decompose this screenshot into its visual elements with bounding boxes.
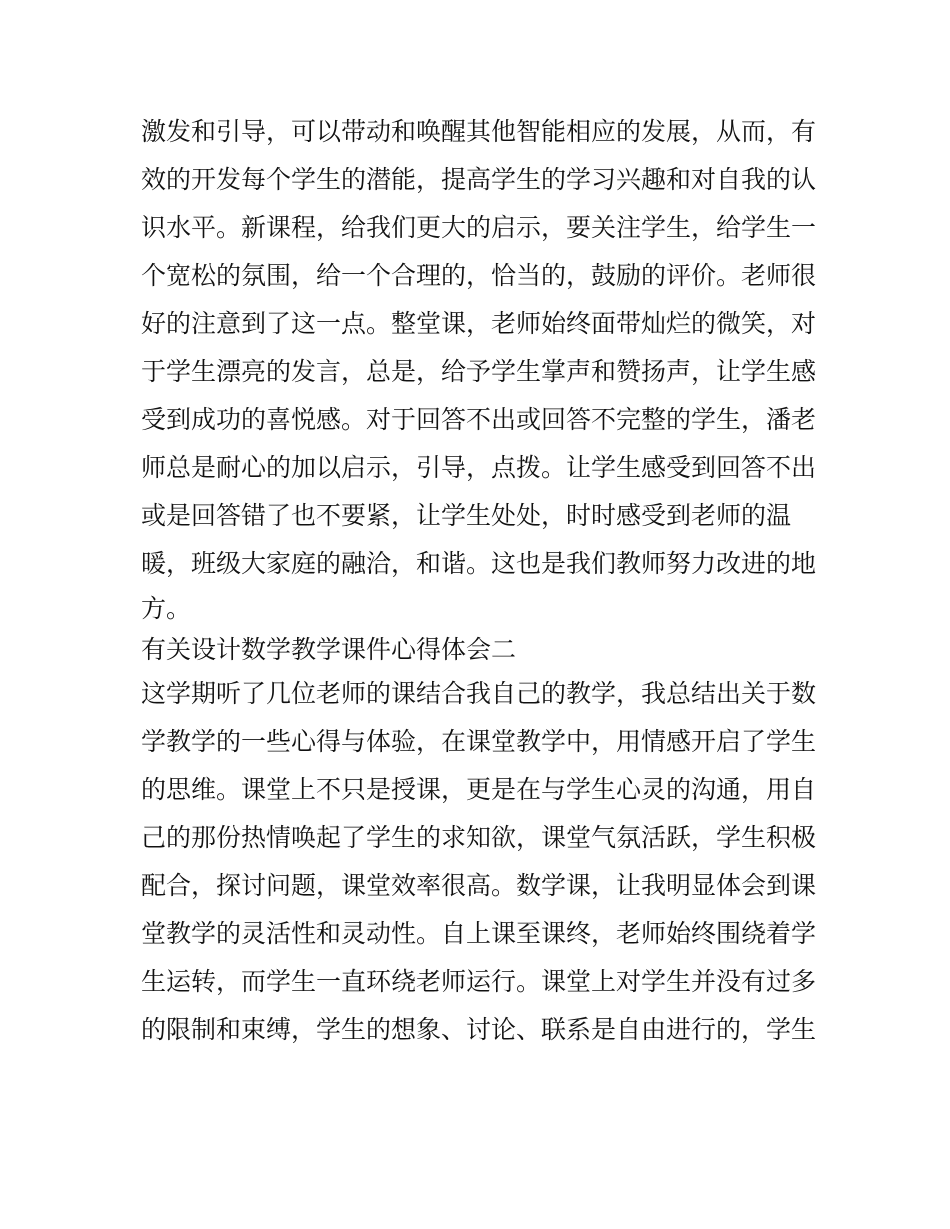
- paragraph-line: 于学生漂亮的发言，总是，给予学生掌声和赞扬声，让学生感: [141, 357, 817, 386]
- paragraph-line: 的思维。课堂上不只是授课，更是在与学生心灵的沟通，用自: [141, 775, 817, 804]
- paragraph-line: 配合，探讨问题，课堂效率很高。数学课，让我明显体会到课: [141, 871, 817, 900]
- document-body: [141, 108, 817, 1054]
- paragraph-line: 好的注意到了这一点。整堂课，老师始终面带灿烂的微笑，对: [141, 309, 817, 338]
- paragraph-line: 生运转，而学生一直环绕老师运行。课堂上对学生并没有过多: [141, 967, 817, 996]
- paragraph-line: 堂教学的灵活性和灵动性。自上课至课终，老师始终围绕着学: [141, 919, 817, 948]
- paragraph-line: 己的那份热情唤起了学生的求知欲，课堂气氛活跃，学生积极: [141, 823, 817, 852]
- paragraph-line: 师总是耐心的加以启示，引导，点拨。让学生感受到回答不出: [141, 453, 817, 482]
- paragraph-line: 效的开发每个学生的潜能，提高学生的学习兴趣和对自我的认: [141, 165, 817, 194]
- paragraph-line: 或是回答错了也不要紧，让学生处处，时时感受到老师的温: [141, 501, 792, 530]
- paragraph-line: 个宽松的氛围，给一个合理的，恰当的，鼓励的评价。老师很: [141, 261, 817, 290]
- paragraph-line: 学教学的一些心得与体验，在课堂教学中，用情感开启了学生: [141, 727, 817, 756]
- paragraph-line: 方。: [141, 594, 192, 623]
- paragraph-line: 这学期听了几位老师的课结合我自己的教学，我总结出关于数: [141, 679, 817, 708]
- paragraph-line: 受到成功的喜悦感。对于回答不出或回答不完整的学生，潘老: [141, 405, 817, 434]
- section-heading: 有关设计数学教学课件心得体会二: [141, 635, 517, 664]
- paragraph-line: 激发和引导，可以带动和唤醒其他智能相应的发展，从而，有: [141, 117, 817, 146]
- paragraph-line: 暖，班级大家庭的融洽，和谐。这也是我们教师努力改进的地: [141, 549, 817, 578]
- paragraph-line: 识水平。新课程，给我们更大的启示，要关注学生，给学生一: [141, 213, 817, 242]
- paragraph-line: 的限制和束缚，学生的想象、讨论、联系是自由进行的，学生: [141, 1015, 817, 1044]
